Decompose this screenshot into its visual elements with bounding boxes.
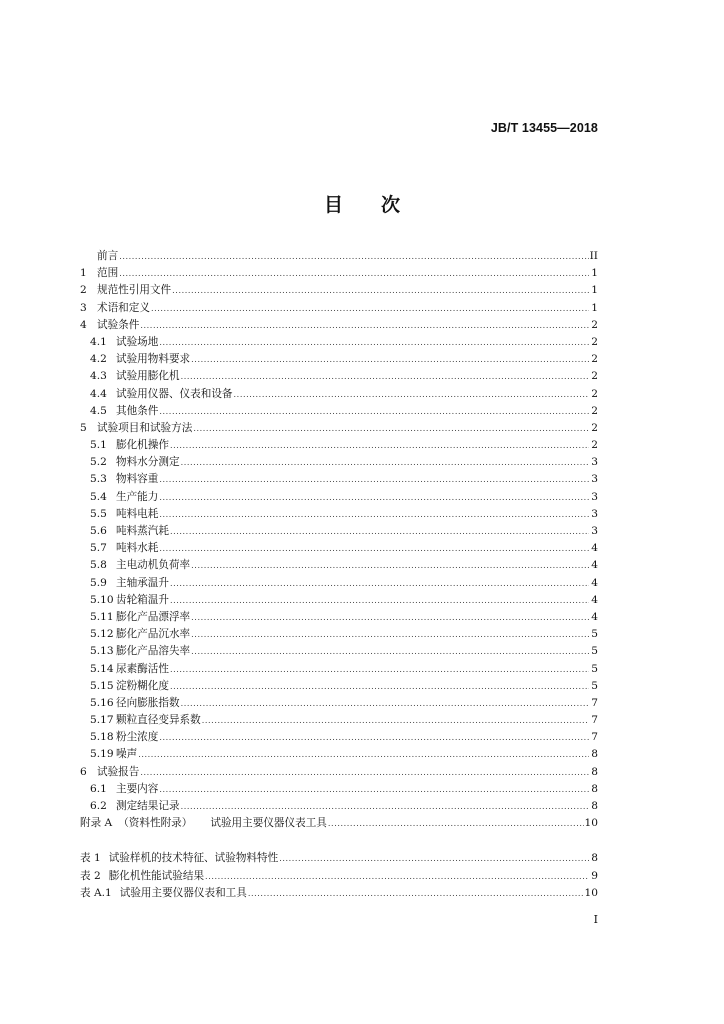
toc-leader-dots bbox=[181, 798, 589, 815]
toc-entry-number: 4.3 bbox=[90, 370, 107, 383]
toc-page-number: 8 bbox=[591, 782, 598, 795]
toc-entry[interactable] bbox=[80, 471, 598, 488]
toc-entry-number: 5.14 bbox=[90, 662, 114, 675]
appendix-label: 试验用主要仪器仪表工具 bbox=[210, 817, 327, 830]
toc-entry-label: 规范性引用文件 bbox=[97, 284, 172, 297]
toc-leader-dots bbox=[140, 317, 589, 334]
toc-entry-number: 5.12 bbox=[90, 628, 114, 641]
toc-entry-label: 吨料蒸汽耗 bbox=[116, 525, 169, 537]
toc-entry-number: 4.4 bbox=[90, 387, 107, 400]
toc-entry-number: 5.1 bbox=[90, 439, 107, 452]
toc-leader-dots bbox=[181, 368, 589, 385]
toc-entry-number: 1 bbox=[80, 267, 87, 280]
page-title-char-1: 目 bbox=[323, 194, 343, 216]
toc-leader-dots bbox=[191, 351, 589, 368]
toc-page-number: 2 bbox=[591, 370, 598, 383]
toc-entry[interactable] bbox=[80, 523, 598, 540]
toc-entry-number: 5.15 bbox=[90, 679, 114, 692]
toc-entry[interactable] bbox=[80, 386, 598, 403]
toc-leader-dots bbox=[205, 868, 589, 885]
toc-leader-dots bbox=[159, 781, 589, 798]
toc-entry[interactable] bbox=[80, 609, 598, 626]
toc-entry-label: 颗粒直径变异系数 bbox=[116, 714, 201, 727]
toc-entry-label: 吨料电耗 bbox=[116, 507, 159, 520]
toc-entry-label: 膨化产品沉水率 bbox=[116, 628, 191, 641]
toc-leader-dots bbox=[172, 282, 589, 299]
table-label: 膨化机性能试验结果 bbox=[108, 869, 205, 882]
toc-page-number: 1 bbox=[591, 267, 598, 280]
toc-leader-dots bbox=[170, 437, 589, 454]
toc-entry[interactable] bbox=[80, 695, 598, 712]
toc-entry-number: 4.2 bbox=[90, 353, 107, 366]
toc-entry[interactable] bbox=[80, 368, 598, 385]
toc-entry-label: 生产能力 bbox=[116, 490, 159, 503]
toc-entry-label: 膨化产品漂浮率 bbox=[116, 610, 191, 623]
toc-entry-label: 齿轮箱温升 bbox=[116, 593, 169, 606]
toc-leader-dots bbox=[151, 300, 589, 317]
toc-entry-label: 粉尘浓度 bbox=[116, 731, 159, 744]
toc-entry-number: 6 bbox=[80, 765, 87, 778]
toc-leader-dots bbox=[170, 592, 589, 609]
toc-entry-label: 径向膨胀指数 bbox=[116, 696, 180, 709]
toc-entry-number: 6.1 bbox=[90, 782, 107, 795]
toc-entry-number: 5.9 bbox=[90, 576, 107, 589]
toc-entry[interactable] bbox=[80, 334, 598, 351]
toc-page-number: 10 bbox=[584, 817, 598, 830]
toc-entry[interactable] bbox=[80, 592, 598, 609]
toc-page-number: 4 bbox=[591, 542, 598, 555]
toc-entry-label: 噪声 bbox=[116, 748, 138, 761]
toc-entry[interactable] bbox=[80, 317, 598, 334]
toc-entry-label: 膨化机操作 bbox=[116, 439, 169, 452]
toc-page-number: 3 bbox=[591, 490, 598, 503]
toc-page-number: 4 bbox=[591, 593, 598, 606]
toc-entry-label: 试验用膨化机 bbox=[116, 370, 180, 383]
toc-leader-dots bbox=[279, 850, 589, 867]
toc-leader-dots bbox=[191, 609, 589, 626]
toc-page-number: 8 bbox=[591, 852, 598, 865]
toc-entry[interactable] bbox=[80, 351, 598, 368]
toc-leader-dots bbox=[159, 334, 589, 351]
toc-entry[interactable] bbox=[80, 575, 598, 592]
toc-entry-number: 5.10 bbox=[90, 593, 114, 606]
toc-page-number: 2 bbox=[591, 439, 598, 452]
toc-leader-dots bbox=[140, 764, 589, 781]
toc-entry[interactable] bbox=[80, 746, 598, 763]
toc-entry[interactable] bbox=[80, 781, 598, 798]
table-label: 试验用主要仪器仪表和工具 bbox=[119, 886, 247, 899]
toc-leader-dots bbox=[170, 678, 589, 695]
toc-entry-number: 5.17 bbox=[90, 714, 114, 727]
toc-leader-dots bbox=[181, 454, 589, 471]
toc-leader-dots bbox=[159, 729, 589, 746]
toc-entry[interactable] bbox=[80, 489, 598, 506]
toc-page-number: 5 bbox=[591, 662, 598, 675]
toc-page-number: 3 bbox=[591, 456, 598, 469]
toc-leader-dots bbox=[119, 265, 589, 282]
toc-page-number: 7 bbox=[591, 696, 598, 709]
toc-entry-label: 试验场地 bbox=[116, 335, 159, 348]
toc-entry-number: 4.1 bbox=[90, 335, 107, 348]
toc-leader-dots bbox=[170, 661, 589, 678]
toc-leader-dots bbox=[193, 420, 589, 437]
toc-entry[interactable] bbox=[80, 282, 598, 299]
toc-entry-number: 5.13 bbox=[90, 645, 114, 658]
toc-leader-dots bbox=[119, 248, 588, 265]
table-number: 表 2 bbox=[80, 869, 101, 882]
toc-entry[interactable] bbox=[80, 506, 598, 523]
appendix-type: （资料性附录） bbox=[118, 817, 193, 830]
toc-table-entry[interactable] bbox=[80, 868, 598, 885]
toc-page-number: 5 bbox=[591, 628, 598, 641]
toc-page-number: 8 bbox=[591, 800, 598, 812]
toc-appendix-entry[interactable] bbox=[80, 815, 598, 832]
toc-entry-number: 4 bbox=[80, 318, 87, 331]
page-title-char-2: 次 bbox=[381, 194, 401, 216]
toc-entry[interactable] bbox=[80, 540, 598, 557]
toc-entry-number: 5 bbox=[80, 421, 87, 434]
toc-page-number: 2 bbox=[591, 318, 598, 331]
toc-entry-label: 膨化产品溶失率 bbox=[116, 645, 191, 658]
toc-page-number: 5 bbox=[591, 679, 598, 692]
page-number: I bbox=[593, 913, 598, 926]
toc-entry-number: 5.8 bbox=[90, 559, 107, 572]
toc-page-number: 2 bbox=[591, 353, 598, 366]
toc-page-number: 1 bbox=[591, 284, 598, 297]
toc-entry-number: 5.5 bbox=[90, 507, 107, 520]
toc-leader-dots bbox=[191, 626, 589, 643]
toc-entry-number: 5.2 bbox=[90, 456, 107, 469]
toc-leader-dots bbox=[191, 643, 589, 660]
toc-leader-dots bbox=[159, 540, 589, 557]
toc-entry-number: 6.2 bbox=[90, 800, 107, 812]
toc-entry-label: 试验用仪器、仪表和设备 bbox=[116, 387, 233, 400]
toc-leader-dots bbox=[159, 489, 589, 506]
toc-entry-label: 物料水分测定 bbox=[116, 456, 180, 469]
toc-entry-number: 5.3 bbox=[90, 473, 107, 486]
toc-page-number: 8 bbox=[591, 765, 598, 778]
toc-entry[interactable] bbox=[80, 454, 598, 471]
toc-leader-dots bbox=[170, 575, 589, 592]
toc-page-number: 10 bbox=[584, 886, 598, 899]
toc-page-number: II bbox=[589, 250, 598, 262]
toc-leader-dots bbox=[170, 523, 589, 540]
toc-entry-label: 试验用物料要求 bbox=[116, 353, 191, 366]
toc-entry-number: 5.6 bbox=[90, 525, 107, 537]
toc-page-number: 1 bbox=[591, 301, 598, 314]
toc-page-number: 4 bbox=[591, 559, 598, 572]
toc-entry-label: 术语和定义 bbox=[97, 301, 150, 314]
toc-table-entry[interactable] bbox=[80, 850, 598, 867]
toc-leader-dots bbox=[159, 506, 589, 523]
toc-leader-dots bbox=[181, 695, 589, 712]
appendix-number: 附录 A bbox=[80, 817, 113, 830]
toc-page-number: 9 bbox=[591, 869, 598, 882]
toc-leader-dots bbox=[202, 712, 589, 729]
toc-entry-number: 5.11 bbox=[90, 610, 114, 623]
toc-entry-number: 5.7 bbox=[90, 542, 107, 555]
toc-leader-dots bbox=[138, 746, 589, 763]
toc-entry-label: 前言 bbox=[97, 250, 119, 262]
toc-entry-label: 试验报告 bbox=[97, 765, 140, 778]
toc-entry[interactable] bbox=[80, 557, 598, 574]
toc-entry-label: 物料容重 bbox=[116, 473, 159, 486]
toc-entry[interactable] bbox=[80, 437, 598, 454]
toc-entry-label: 尿素酶活性 bbox=[116, 662, 169, 675]
toc-page-number: 7 bbox=[591, 714, 598, 727]
table-number: 表 1 bbox=[80, 852, 101, 865]
toc-page-number: 2 bbox=[591, 335, 598, 348]
toc-entry-label: 试验项目和试验方法 bbox=[97, 421, 193, 434]
standard-code: JB/T 13455—2018 bbox=[490, 121, 598, 135]
toc-entry[interactable] bbox=[80, 678, 598, 695]
toc-entry[interactable] bbox=[80, 248, 598, 265]
toc-page-number: 2 bbox=[591, 421, 598, 434]
toc-entry[interactable] bbox=[80, 643, 598, 660]
toc-page-number: 4 bbox=[591, 576, 598, 589]
toc-entry[interactable] bbox=[80, 661, 598, 678]
toc-leader-dots bbox=[159, 471, 589, 488]
toc-page-number: 2 bbox=[591, 404, 598, 417]
toc-entry-number: 5.19 bbox=[90, 748, 114, 761]
toc-leader-dots bbox=[191, 557, 589, 574]
toc-entry-label: 其他条件 bbox=[116, 404, 159, 417]
toc-page-number: 3 bbox=[591, 507, 598, 520]
table-number: 表 A.1 bbox=[80, 886, 112, 899]
toc-page-number: 5 bbox=[591, 645, 598, 658]
toc-entry[interactable] bbox=[80, 729, 598, 746]
toc-entry-label: 淀粉糊化度 bbox=[116, 679, 169, 692]
toc-entry-label: 测定结果记录 bbox=[116, 800, 180, 812]
toc-entry[interactable] bbox=[80, 798, 598, 815]
toc-entry-number: 5.18 bbox=[90, 731, 114, 744]
toc-page-number: 3 bbox=[591, 525, 598, 537]
toc-entry-label: 试验条件 bbox=[97, 318, 140, 331]
toc-entry[interactable] bbox=[80, 403, 598, 420]
toc-page-number: 2 bbox=[591, 387, 598, 400]
section-gap bbox=[80, 832, 598, 850]
toc-entry-number: 5.16 bbox=[90, 696, 114, 709]
toc-entry-label: 范围 bbox=[97, 267, 119, 280]
toc-entry[interactable] bbox=[80, 265, 598, 282]
toc-entry[interactable] bbox=[80, 300, 598, 317]
toc-entry[interactable] bbox=[80, 764, 598, 781]
table-of-contents bbox=[80, 248, 598, 902]
toc-page-number: 8 bbox=[591, 748, 598, 761]
page-title bbox=[0, 190, 724, 217]
toc-leader-dots bbox=[234, 386, 589, 403]
toc-entry-number: 2 bbox=[80, 284, 87, 297]
toc-entry[interactable] bbox=[80, 712, 598, 729]
toc-table-entry[interactable] bbox=[80, 885, 598, 902]
toc-entry[interactable] bbox=[80, 420, 598, 437]
toc-entry-label: 吨料水耗 bbox=[116, 542, 159, 555]
toc-entry-number: 5.4 bbox=[90, 490, 107, 503]
toc-leader-dots bbox=[248, 885, 584, 902]
toc-entry-number: 4.5 bbox=[90, 404, 107, 417]
toc-entry-label: 主电动机负荷率 bbox=[116, 559, 191, 572]
toc-entry-label: 主轴承温升 bbox=[116, 576, 169, 589]
toc-page-number: 7 bbox=[591, 731, 598, 744]
toc-entry[interactable] bbox=[80, 626, 598, 643]
toc-leader-dots bbox=[159, 403, 589, 420]
toc-entry-number: 3 bbox=[80, 301, 87, 314]
toc-page-number: 4 bbox=[591, 610, 598, 623]
toc-leader-dots bbox=[328, 815, 584, 832]
table-label: 试验样机的技术特征、试验物料特性 bbox=[108, 852, 279, 865]
toc-page-number: 3 bbox=[591, 473, 598, 486]
toc-entry-label: 主要内容 bbox=[116, 782, 159, 795]
